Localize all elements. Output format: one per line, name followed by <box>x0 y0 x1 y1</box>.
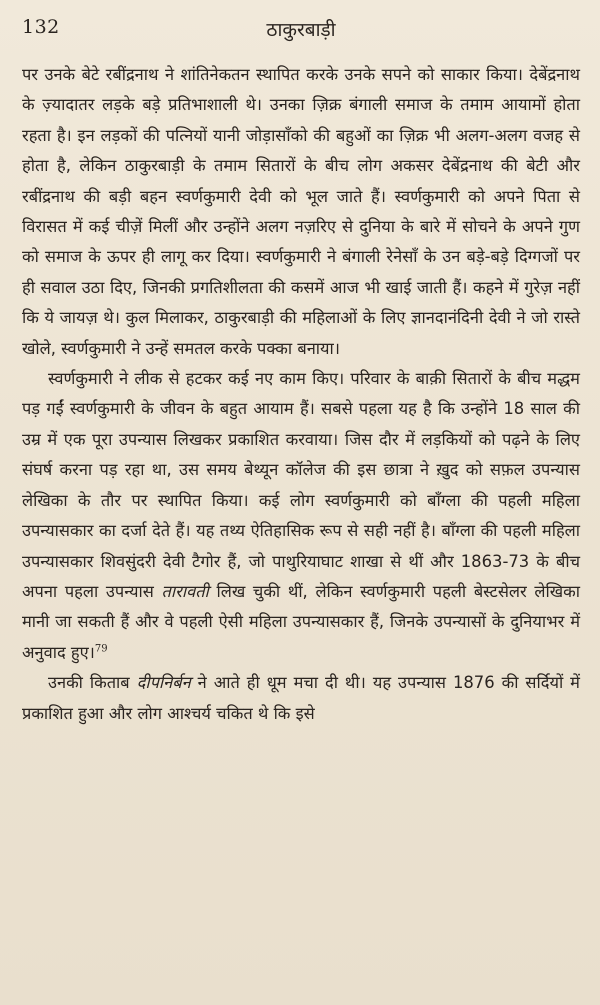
footnote-marker: 79 <box>94 643 108 655</box>
running-title: ठाकुरबाड़ी <box>266 19 336 41</box>
paragraph-1: पर उनके बेटे रबींद्रनाथ ने शांतिनेकतन स्थापित करके उनके सपने को साकार किया। देबेंद्रनाथ के ज़्यादातर लड़के बड़े प्रतिभाशाली थे। उनका ज़िक्र बंगाली समाज के तमाम आयामों होता रहता है। इन लड़कों की पत्नियों यानी जोड़ासाँको की बहुओं का ज़िक्र भी अलग-अलग वजह से होता है, लेकिन ठाकुरबाड़ी के तमाम सितारों के बीच लोग अकसर देबेंद्रनाथ की बेटी और रबींद्रनाथ की बड़ी बहन स्वर्णकुमारी देवी को भूल जाते हैं। स्वर्णकुमारी को अपने पिता से विरासत में कई चीज़ें मिलीं और उन्होंने अलग नज़रिए से दुनिया के बारे में सोचने के अपने गुण को समाज के ऊपर ही लागू कर दिया। स्वर्णकुमारी ने बंगाली रेनेसाँ के उन बड़े-बड़े दिग्गजों पर ही सवाल उठा दिए, जिनकी प्रगतिशीलता की कसमें आज भी खाई जाती हैं। कहने में गुरेज़ नहीं कि ये जायज़ थे। कुल मिलाकर, ठाकुरबाड़ी की महिलाओं के लिए ज्ञानदानंदिनी देवी ने जो रास्ते खोले, स्वर्णकुमारी ने उन्हें समतल करके पक्का बनाया। <box>22 65 580 358</box>
page-header <box>22 10 580 52</box>
paragraph-3 <box>22 668 580 729</box>
paragraph-3-text-1: उनकी किताब <box>48 673 137 693</box>
paragraph-2-text-1: स्वर्णकुमारी ने लीक से हटकर कई नए काम किए। परिवार के बाक़ी सितारों के बीच मद्धम पड़ गईं स्वर्णकुमारी के जीवन के बहुत आयाम हैं। सबसे पहला यह है कि उन्होंने 18 साल की उम्र में एक पूरा उपन्यास लिखकर प्रकाशित करवाया। जिस दौर में लड़कियों को पढ़ने के लिए संघर्ष करना पड़ रहा था, उस समय बेथ्यून कॉलेज की इस छात्रा ने ख़ुद को सफ़ल उपन्यास लेखिका के तौर पर स्थापित किया। कई लोग स्वर्णकुमारी को बाँग्ला की पहली महिला उपन्यासकार का दर्जा देते हैं। यह तथ्य ऐतिहासिक रूप से सही नहीं है। बाँग्ला की पहली महिला उपन्यासकार शिवसुंदरी देवी टैगोर हैं, जो पाथुरियाघाट शाखा से थीं और 1863-73 के बीच अपना पहला उपन्यास <box>22 369 580 601</box>
paragraph-2 <box>22 364 580 668</box>
page-number: 132 <box>22 16 60 38</box>
book-title-deepnirban: दीपनिर्बन <box>136 673 191 693</box>
body-text <box>22 60 580 729</box>
paragraph-3-text-2: ने आते ही धूम मचा दी थी। यह उपन्यास 1876 की सर्दियों में प्रकाशित हुआ और लोग आश्चर्य चकित थे कि इसे <box>22 673 580 723</box>
book-title-taravati: तारावती <box>161 581 209 601</box>
paragraph-2-text-2: लिख चुकी थीं, लेकिन स्वर्णकुमारी पहली बेस्टसेलर लेखिका मानी जा सकती हैं और वे पहली ऐसी महिला उपन्यासकार हैं, जिनके उपन्यासों के दुनियाभर में अनुवाद हुए। <box>22 581 580 662</box>
